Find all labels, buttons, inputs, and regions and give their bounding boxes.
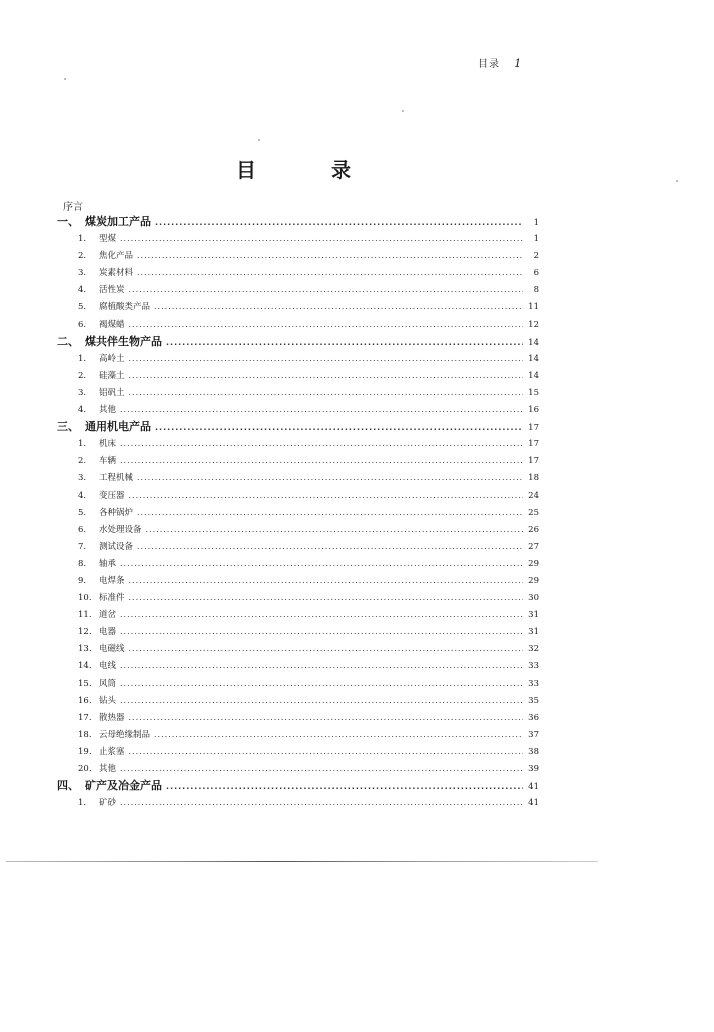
toc-section-page: 17 [528, 423, 539, 434]
toc-leader-dots [129, 589, 523, 606]
toc-item-page: 1 [533, 234, 539, 245]
toc-item-label: 电器 [99, 627, 117, 638]
toc-leader-dots [120, 623, 523, 640]
toc-leader-dots [129, 572, 523, 589]
toc-item-label: 钻头 [99, 695, 117, 706]
toc-item-page: 25 [528, 507, 539, 518]
toc-item-entry[interactable] [57, 623, 539, 640]
toc-item-page: 11 [528, 302, 539, 313]
toc-leader-dots [154, 298, 523, 315]
running-header [478, 55, 522, 70]
toc-item-entry[interactable] [57, 298, 539, 315]
toc-item-entry[interactable] [57, 555, 539, 572]
toc-leader-dots [137, 264, 523, 281]
toc-item-label: 风筒 [99, 678, 117, 689]
toc-leader-dots [137, 247, 523, 264]
toc-section-label: 矿产及冶金产品 [85, 779, 162, 793]
toc-leader-dots [129, 709, 523, 726]
toc-leader-dots [120, 794, 523, 811]
toc-section-label: 煤炭加工产品 [85, 215, 151, 228]
toc-section-number: 一、 [57, 215, 79, 228]
toc-section-entry[interactable] [57, 333, 539, 350]
toc-item-entry[interactable] [57, 794, 539, 811]
toc-leader-dots [137, 504, 523, 521]
toc-section-page: 14 [528, 337, 539, 348]
toc-item-number: 4. [78, 285, 87, 296]
toc-item-entry[interactable] [57, 657, 539, 674]
toc-item-page: 38 [528, 746, 539, 757]
toc-item-label: 型煤 [99, 234, 117, 245]
toc-item-label: 机床 [99, 439, 117, 450]
toc-item-entry[interactable] [57, 760, 539, 777]
toc-leader-dots [120, 555, 523, 572]
toc-item-page: 2 [533, 251, 539, 262]
toc-item-number: 19. [78, 746, 92, 757]
toc-leader-dots [129, 640, 523, 657]
toc-item-entry[interactable] [57, 367, 539, 384]
scan-speck [676, 180, 678, 182]
toc-item-page: 33 [528, 678, 539, 689]
toc-item-entry[interactable] [57, 538, 539, 555]
toc-item-label: 炭素材料 [99, 268, 134, 279]
toc-item-number: 2. [78, 456, 87, 467]
toc-item-label: 云母绝缘制品 [99, 729, 151, 740]
scan-speck [258, 139, 260, 141]
toc-item-entry[interactable] [57, 350, 539, 367]
toc-item-page: 29 [528, 558, 539, 569]
toc-item-number: 10. [78, 593, 92, 604]
toc-item-label: 车辆 [99, 456, 117, 467]
toc-item-page: 33 [528, 661, 539, 672]
toc-item-label: 工程机械 [99, 473, 134, 484]
toc-item-number: 5. [78, 302, 87, 313]
toc-item-entry[interactable] [57, 316, 539, 333]
toc-item-label: 铝矾土 [99, 387, 125, 398]
toc-item-page: 17 [528, 439, 539, 450]
toc-item-label: 电线 [99, 661, 117, 672]
toc-item-label: 其他 [99, 764, 117, 774]
toc-item-entry[interactable] [57, 230, 539, 247]
toc-item-label: 硅藻土 [99, 370, 125, 381]
toc-item-number: 20. [78, 764, 92, 774]
toc-item-entry[interactable] [57, 452, 539, 469]
toc-item-label: 测试设备 [99, 541, 134, 552]
toc-item-entry[interactable] [57, 606, 539, 623]
toc-section-page: 1 [533, 218, 539, 228]
toc-item-label: 水处理设备 [99, 524, 142, 535]
page-title [236, 154, 351, 183]
toc-item-label: 电焊条 [99, 575, 125, 586]
toc-item-number: 3. [78, 473, 87, 484]
toc-item-number: 17. [78, 712, 92, 723]
toc-item-number: 12. [78, 627, 92, 638]
toc-item-page: 32 [528, 644, 539, 655]
toc-item-entry[interactable] [57, 264, 539, 281]
toc-section-number: 二、 [57, 334, 79, 348]
toc-section-number: 四、 [57, 779, 79, 793]
toc-item-page: 24 [528, 490, 539, 501]
toc-leader-dots [129, 367, 523, 384]
toc-item-number: 13. [78, 644, 92, 655]
toc-item-page: 27 [528, 541, 539, 552]
running-header-title: 目录 [478, 59, 500, 70]
toc-section-label: 煤共伴生物产品 [85, 334, 162, 348]
toc-section-label: 通用机电产品 [85, 420, 151, 434]
toc-item-number: 18. [78, 729, 92, 740]
toc-item-page: 16 [528, 405, 539, 416]
toc-item-entry[interactable] [57, 281, 539, 298]
toc-item-page: 30 [528, 593, 539, 604]
table-of-contents [57, 213, 539, 811]
toc-item-page: 12 [528, 319, 539, 330]
toc-leader-dots [155, 214, 523, 231]
bottom-divider [6, 861, 598, 862]
toc-leader-dots [129, 350, 523, 367]
toc-leader-dots [129, 316, 523, 333]
toc-item-number: 4. [78, 490, 87, 501]
page-title-char-1: 目 [236, 158, 256, 182]
toc-item-label: 轴承 [99, 558, 117, 569]
toc-item-page: 15 [528, 387, 539, 398]
toc-item-page: 17 [528, 456, 539, 467]
toc-leader-dots [146, 521, 523, 538]
toc-item-label: 电磁线 [99, 644, 125, 655]
toc-item-number: 6. [78, 319, 87, 330]
toc-leader-dots [120, 606, 523, 623]
toc-leader-dots [120, 675, 523, 692]
toc-item-number: 3. [78, 268, 87, 279]
toc-preface-entry[interactable]: 序言 [63, 202, 83, 213]
toc-item-number: 3. [78, 387, 87, 398]
toc-item-entry[interactable] [57, 589, 539, 606]
scan-speck [64, 78, 66, 80]
toc-item-number: 8. [78, 558, 87, 569]
toc-section-entry[interactable] [57, 213, 539, 230]
toc-item-number: 1. [78, 798, 87, 809]
toc-item-page: 41 [528, 798, 539, 809]
toc-leader-dots [137, 469, 523, 486]
toc-item-page: 18 [528, 473, 539, 484]
toc-item-entry[interactable] [57, 435, 539, 452]
toc-item-entry[interactable] [57, 401, 539, 418]
toc-item-page: 36 [528, 712, 539, 723]
toc-item-number: 6. [78, 524, 87, 535]
toc-leader-dots [120, 760, 523, 777]
toc-leader-dots [120, 452, 523, 469]
toc-item-number: 16. [78, 695, 92, 706]
toc-item-page: 35 [528, 695, 539, 706]
page-title-char-2: 录 [330, 158, 351, 182]
toc-item-number: 15. [78, 678, 92, 689]
running-header-page-number: 1 [514, 57, 523, 70]
toc-leader-dots [155, 419, 523, 436]
toc-section-entry[interactable] [57, 777, 539, 794]
toc-leader-dots [120, 230, 523, 247]
toc-item-entry[interactable] [57, 504, 539, 521]
toc-section-number: 三、 [57, 420, 79, 434]
toc-item-entry[interactable] [57, 675, 539, 692]
toc-item-entry[interactable] [57, 469, 539, 486]
toc-item-entry[interactable] [57, 726, 539, 743]
toc-item-page: 37 [528, 729, 539, 740]
toc-item-entry[interactable] [57, 640, 539, 657]
toc-leader-dots [166, 778, 523, 795]
toc-item-number: 1. [78, 234, 87, 245]
toc-section-entry[interactable] [57, 418, 539, 435]
toc-item-entry[interactable] [57, 709, 539, 726]
toc-item-entry[interactable] [57, 743, 539, 760]
toc-leader-dots [129, 487, 523, 504]
toc-item-label: 标准件 [99, 593, 125, 604]
toc-item-entry[interactable] [57, 384, 539, 401]
toc-leader-dots [120, 657, 523, 674]
toc-item-page: 8 [533, 285, 539, 296]
toc-leader-dots [129, 743, 523, 760]
toc-item-label: 止浆塞 [99, 746, 125, 757]
toc-item-number: 1. [78, 353, 87, 364]
toc-section-page: 41 [528, 782, 539, 793]
toc-item-number: 5. [78, 507, 87, 518]
toc-item-page: 14 [528, 353, 539, 364]
toc-leader-dots [137, 538, 523, 555]
scan-speck [402, 110, 404, 112]
toc-item-page: 26 [528, 524, 539, 535]
toc-item-page: 31 [528, 627, 539, 638]
toc-item-number: 2. [78, 370, 87, 381]
toc-item-page: 14 [528, 370, 539, 381]
toc-item-number: 14. [78, 661, 92, 672]
toc-item-entry[interactable] [57, 692, 539, 709]
toc-item-label: 散热器 [99, 712, 125, 723]
toc-item-page: 39 [528, 764, 539, 774]
toc-item-label: 矿砂 [99, 798, 117, 809]
toc-leader-dots [129, 281, 523, 298]
toc-leader-dots [120, 435, 523, 452]
toc-item-entry[interactable] [57, 487, 539, 504]
toc-item-entry[interactable] [57, 572, 539, 589]
toc-item-label: 变压器 [99, 490, 125, 501]
toc-item-number: 2. [78, 251, 87, 262]
toc-leader-dots [129, 384, 523, 401]
toc-leader-dots [120, 401, 523, 418]
toc-item-entry[interactable] [57, 521, 539, 538]
toc-item-label: 活性炭 [99, 285, 125, 296]
toc-item-number: 1. [78, 439, 87, 450]
toc-item-label: 各种锅炉 [99, 507, 134, 518]
toc-item-label: 其他 [99, 405, 117, 416]
toc-item-page: 29 [528, 575, 539, 586]
toc-item-number: 9. [78, 575, 87, 586]
toc-item-number: 11. [78, 610, 92, 621]
toc-leader-dots [120, 692, 523, 709]
toc-item-label: 腐植酸类产品 [99, 302, 151, 313]
toc-item-label: 焦化产品 [99, 251, 134, 262]
toc-item-number: 4. [78, 405, 87, 416]
toc-item-page: 6 [533, 268, 539, 279]
toc-item-label: 高岭土 [99, 353, 125, 364]
toc-item-entry[interactable] [57, 247, 539, 264]
toc-item-label: 道岔 [99, 610, 117, 621]
toc-item-page: 31 [528, 610, 539, 621]
toc-item-label: 褐煤蜡 [99, 319, 125, 330]
toc-leader-dots [166, 334, 523, 351]
toc-item-number: 7. [78, 541, 87, 552]
toc-leader-dots [154, 726, 523, 743]
